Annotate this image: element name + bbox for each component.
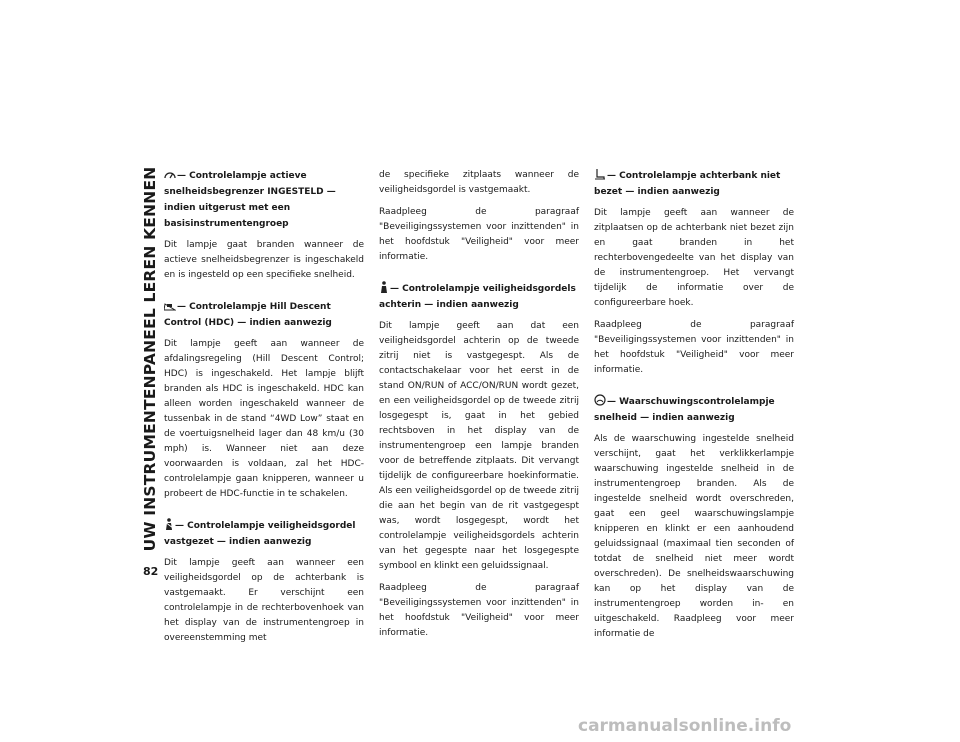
rear-seat-unoccupied-icon <box>594 168 606 180</box>
speed-warning-icon <box>594 394 606 406</box>
heading-seat-unoccupied: — Controlelampje achterbank niet bezet — indien aanwezig <box>594 168 794 200</box>
paragraph: Raadpleeg de paragraaf "Beveiligingssystemen voor inzittenden" in het hoofdstuk "Veiligheid" voor meer informatie. <box>594 320 794 375</box>
seatbelt-rear-icon <box>379 281 389 293</box>
speed-limiter-icon <box>164 170 176 180</box>
hill-descent-icon <box>164 301 176 311</box>
paragraph: Als de waarschuwing ingestelde snelheid verschijnt, gaat het verklikkerlampje waarschuwing ingestelde snelheid in de instrumentengroep branden. Als de ingestelde snelheid wordt overschreden, gaat een geel waarschuwingslampje knipperen en klinkt er een aanhoudend geluidssignaal (maximaal tien seconden of totdat de snelheid niet meer wordt overschreden). De snelheidswaarschuwing kan op het display van de instrumentengroep worden in- en uitgeschakeld. Raadpleeg voor meer informatie de <box>594 434 794 639</box>
heading-hdc: — Controlelampje Hill Descent Control (HDC) — indien aanwezig <box>164 302 332 328</box>
heading-speed-warning: — Waarschuwingscontrolelampje snelheid — indien aanwezig <box>594 394 794 426</box>
seatbelt-fastened-icon <box>164 518 174 530</box>
heading-seatbelt-rear: — Controlelampje veiligheidsgordels achterin — indien aanwezig <box>379 281 579 313</box>
paragraph: Dit lampje gaat branden wanneer de actieve snelheidsbegrenzer is ingeschakeld en is ingesteld op een specifieke snelheid. <box>164 240 364 280</box>
column-1 <box>164 168 364 653</box>
column-3 <box>594 168 794 649</box>
column-2 <box>379 168 579 648</box>
paragraph: Dit lampje geeft aan dat een veiligheidsgordel achterin op de tweede zitrij niet is vastgegespt. Als de contactschakelaar voor het eerst in de stand ON/RUN of ACC/ON/RUN wordt gezet, en een veiligheidsgordel op de tweede zitrij losgegespt is, gaat in het gebied rechtsboven in het display van de instrumentengroep een lampje branden voor de betreffende zitplaats. Dit vervangt tijdelijk de configureerbare hoekinformatie. Als een veiligheidsgordel op de tweede zitrij die aan het begin van de rit vastgegespt was, wordt losgegespt, wordt het controlelampje veiligheidsgordels achterin van het gegespte naar het losgegespte symbool en klinkt een geluidssignaal. <box>379 321 579 571</box>
paragraph: Dit lampje geeft aan wanneer de afdalingsregeling (Hill Descent Control; HDC) is ingeschakeld. Het lampje blijft branden als HDC is ingeschakeld. HDC kan alleen worden ingeschakeld wanneer de tussenbak in de stand “4WD Low” staat en de voertuigsnelheid lager dan 48 km/u (30 mph) is. Wanneer niet aan deze voorwaarden is voldaan, zal het HDC-controlelampje gaan knipperen, wanneer u probeert de HDC-functie in te schakelen. <box>164 339 364 499</box>
paragraph: de specifieke zitplaats wanneer de veiligheidsgordel is vastgemaakt. <box>379 170 579 195</box>
paragraph: Raadpleeg de paragraaf "Beveiligingssystemen voor inzittenden" in het hoofdstuk "Veiligheid" voor meer informatie. <box>379 207 579 262</box>
heading-speed-limiter: — Controlelampje actieve snelheidsbegrenzer INGESTELD — indien uitgerust met een basisinstrumentengroep <box>164 171 336 229</box>
heading-seatbelt-fastened: — Controlelampje veiligheidsgordel vastgezet — indien aanwezig <box>164 518 364 550</box>
watermark: carmanualsonline.info <box>578 716 792 736</box>
paragraph: Dit lampje geeft aan wanneer de zitplaatsen op de achterbank niet bezet zijn en gaat branden in het rechterbovengedeelte van het display van de instrumentengroep. Het vervangt tijdelijk de informatie over de configureerbare hoek. <box>594 208 794 308</box>
side-chapter-title: UW INSTRUMENTENPANEEL LEREN KENNEN <box>141 166 159 552</box>
page-number: 82 <box>143 565 159 578</box>
paragraph: Dit lampje geeft aan wanneer een veiligheidsgordel op de achterbank is vastgemaakt. Er verschijnt een controlelampje in de rechterbovenhoek van het display van de instrumentengroep in overeenstemming met <box>164 558 364 643</box>
paragraph: Raadpleeg de paragraaf "Beveiligingssystemen voor inzittenden" in het hoofdstuk "Veiligheid" voor meer informatie. <box>379 583 579 638</box>
